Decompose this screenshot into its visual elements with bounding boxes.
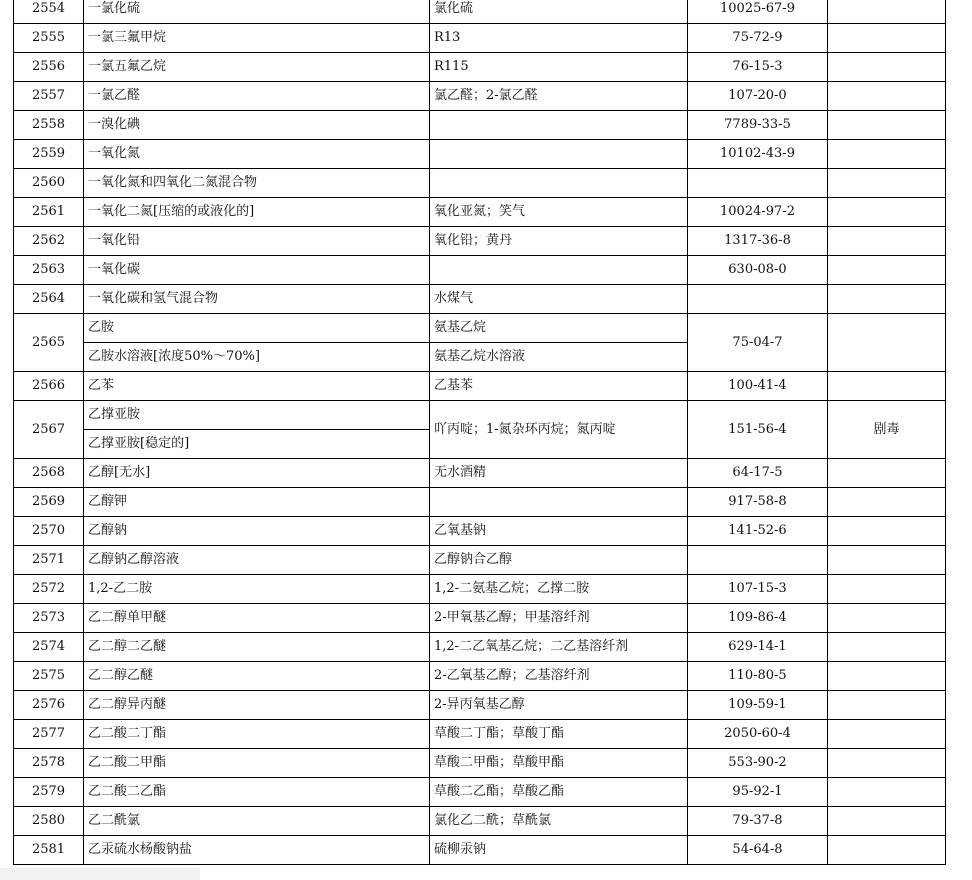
alias-cell <box>430 140 688 169</box>
cas-number-cell: 107-20-0 <box>688 82 828 111</box>
cas-number-cell: 75-04-7 <box>688 314 828 372</box>
cas-number-cell: 109-86-4 <box>688 604 828 633</box>
row-number-cell: 2554 <box>14 0 84 24</box>
row-number-cell: 2580 <box>14 807 84 836</box>
chemical-name-cell: 乙撑亚胺[稳定的] <box>84 430 430 459</box>
alias-cell: 乙氧基钠 <box>430 517 688 546</box>
note-cell <box>828 372 946 401</box>
note-cell <box>828 691 946 720</box>
cas-number-cell: 110-80-5 <box>688 662 828 691</box>
cas-number-cell: 10024-97-2 <box>688 198 828 227</box>
cas-number-cell: 109-59-1 <box>688 691 828 720</box>
cas-number-cell: 151-56-4 <box>688 401 828 459</box>
row-number-cell: 2581 <box>14 836 84 865</box>
table-row <box>14 749 946 778</box>
table-row <box>14 633 946 662</box>
chemical-name-cell: 乙二酰氯 <box>84 807 430 836</box>
row-number-cell: 2573 <box>14 604 84 633</box>
alias-cell: 草酸二甲酯；草酸甲酯 <box>430 749 688 778</box>
chemical-name-cell: 乙二醇乙醚 <box>84 662 430 691</box>
table-row <box>14 0 946 24</box>
row-number-cell: 2569 <box>14 488 84 517</box>
table-row <box>14 372 946 401</box>
chemical-name-cell: 一氯化硫 <box>84 0 430 24</box>
note-cell <box>828 169 946 198</box>
alias-cell: 乙基苯 <box>430 372 688 401</box>
table-row <box>14 82 946 111</box>
alias-cell: 氨基乙烷水溶液 <box>430 343 688 372</box>
table-row <box>14 111 946 140</box>
chemical-name-cell: 一氧化铅 <box>84 227 430 256</box>
note-cell <box>828 53 946 82</box>
bottom-scroll-strip <box>0 868 200 880</box>
table-row <box>14 807 946 836</box>
cas-number-cell: 79-37-8 <box>688 807 828 836</box>
note-cell <box>828 459 946 488</box>
table-row <box>14 24 946 53</box>
cas-number-cell: 10102-43-9 <box>688 140 828 169</box>
note-cell <box>828 807 946 836</box>
chemical-name-cell: 乙胺水溶液[浓度50%～70%] <box>84 343 430 372</box>
note-cell <box>828 662 946 691</box>
alias-cell: R115 <box>430 53 688 82</box>
table-row <box>14 575 946 604</box>
row-number-cell: 2574 <box>14 633 84 662</box>
cas-number-cell: 7789-33-5 <box>688 111 828 140</box>
cas-number-cell: 2050-60-4 <box>688 720 828 749</box>
table-row <box>14 459 946 488</box>
row-number-cell: 2565 <box>14 314 84 372</box>
chemical-name-cell: 乙二酸二乙酯 <box>84 778 430 807</box>
chemical-name-cell: 一氯乙醛 <box>84 82 430 111</box>
note-cell <box>828 604 946 633</box>
table-row <box>14 517 946 546</box>
table-row <box>14 546 946 575</box>
cas-number-cell <box>688 285 828 314</box>
row-number-cell: 2576 <box>14 691 84 720</box>
cas-number-cell: 1317-36-8 <box>688 227 828 256</box>
table-row <box>14 604 946 633</box>
note-cell <box>828 198 946 227</box>
cas-number-cell: 107-15-3 <box>688 575 828 604</box>
chemical-name-cell: 乙胺 <box>84 314 430 343</box>
chemical-name-cell: 一氧化二氮[压缩的或液化的] <box>84 198 430 227</box>
alias-cell <box>430 169 688 198</box>
row-number-cell: 2563 <box>14 256 84 285</box>
table-row <box>14 691 946 720</box>
alias-cell: 乙醇钠合乙醇 <box>430 546 688 575</box>
table-row <box>14 778 946 807</box>
note-cell <box>828 285 946 314</box>
cas-number-cell: 64-17-5 <box>688 459 828 488</box>
chemical-name-cell: 乙醇钠乙醇溶液 <box>84 546 430 575</box>
alias-cell <box>430 111 688 140</box>
alias-cell: 氯乙醛；2-氯乙醛 <box>430 82 688 111</box>
chemical-name-cell: 一溴化碘 <box>84 111 430 140</box>
note-cell <box>828 488 946 517</box>
chemical-name-cell: 乙苯 <box>84 372 430 401</box>
cas-number-cell: 629-14-1 <box>688 633 828 662</box>
cas-number-cell: 95-92-1 <box>688 778 828 807</box>
table-row <box>14 227 946 256</box>
cas-number-cell <box>688 169 828 198</box>
alias-cell: 氨基乙烷 <box>430 314 688 343</box>
note-cell <box>828 836 946 865</box>
alias-cell <box>430 256 688 285</box>
cas-number-cell: 553-90-2 <box>688 749 828 778</box>
chemical-name-cell: 一氧化碳 <box>84 256 430 285</box>
note-cell <box>828 111 946 140</box>
cas-number-cell: 100-41-4 <box>688 372 828 401</box>
note-cell <box>828 314 946 372</box>
chemical-name-cell: 1,2-乙二胺 <box>84 575 430 604</box>
note-cell <box>828 633 946 662</box>
table-row <box>14 662 946 691</box>
chemical-name-cell: 乙二酸二甲酯 <box>84 749 430 778</box>
row-number-cell: 2564 <box>14 285 84 314</box>
row-number-cell: 2577 <box>14 720 84 749</box>
alias-cell: 氯化乙二酰；草酰氯 <box>430 807 688 836</box>
row-number-cell: 2559 <box>14 140 84 169</box>
chemical-name-cell: 一氧化氮 <box>84 140 430 169</box>
table-row <box>14 836 946 865</box>
table-row <box>14 401 946 430</box>
note-cell <box>828 140 946 169</box>
row-number-cell: 2561 <box>14 198 84 227</box>
row-number-cell: 2575 <box>14 662 84 691</box>
chemical-name-cell: 乙二醇异丙醚 <box>84 691 430 720</box>
row-number-cell: 2572 <box>14 575 84 604</box>
note-cell <box>828 0 946 24</box>
cas-number-cell: 917-58-8 <box>688 488 828 517</box>
alias-cell: 1,2-二乙氧基乙烷；二乙基溶纤剂 <box>430 633 688 662</box>
cas-number-cell: 54-64-8 <box>688 836 828 865</box>
note-cell <box>828 749 946 778</box>
note-cell <box>828 575 946 604</box>
row-number-cell: 2578 <box>14 749 84 778</box>
row-number-cell: 2556 <box>14 53 84 82</box>
chemical-name-cell: 乙撑亚胺 <box>84 401 430 430</box>
row-number-cell: 2579 <box>14 778 84 807</box>
note-cell <box>828 227 946 256</box>
table-row <box>14 488 946 517</box>
table-body <box>14 0 946 865</box>
chemical-name-cell: 乙汞硫水杨酸钠盐 <box>84 836 430 865</box>
note-cell <box>828 546 946 575</box>
alias-cell: 氧化铅；黄丹 <box>430 227 688 256</box>
row-number-cell: 2571 <box>14 546 84 575</box>
chemical-name-cell: 一氧化碳和氢气混合物 <box>84 285 430 314</box>
chemical-name-cell: 一氯五氟乙烷 <box>84 53 430 82</box>
chemical-name-cell: 乙醇[无水] <box>84 459 430 488</box>
table-row <box>14 285 946 314</box>
note-cell <box>828 517 946 546</box>
row-number-cell: 2558 <box>14 111 84 140</box>
cas-number-cell: 10025-67-9 <box>688 0 828 24</box>
alias-cell: 水煤气 <box>430 285 688 314</box>
note-cell <box>828 720 946 749</box>
chemical-name-cell: 乙二醇单甲醚 <box>84 604 430 633</box>
note-cell <box>828 778 946 807</box>
row-number-cell: 2562 <box>14 227 84 256</box>
cas-number-cell <box>688 546 828 575</box>
note-cell <box>828 24 946 53</box>
alias-cell: 氯化硫 <box>430 0 688 24</box>
alias-cell: 吖丙啶；1-氮杂环丙烷；氮丙啶 <box>430 401 688 459</box>
table-row <box>14 720 946 749</box>
note-cell <box>828 256 946 285</box>
table-row <box>14 198 946 227</box>
row-number-cell: 2555 <box>14 24 84 53</box>
chemical-name-cell: 一氧化氮和四氧化二氮混合物 <box>84 169 430 198</box>
table-row <box>14 53 946 82</box>
alias-cell: 1,2-二氨基乙烷；乙撑二胺 <box>430 575 688 604</box>
row-number-cell: 2560 <box>14 169 84 198</box>
alias-cell: 2-甲氧基乙醇；甲基溶纤剂 <box>430 604 688 633</box>
alias-cell: 无水酒精 <box>430 459 688 488</box>
cas-number-cell: 141-52-6 <box>688 517 828 546</box>
alias-cell: 2-异丙氧基乙醇 <box>430 691 688 720</box>
alias-cell: 氧化亚氮；笑气 <box>430 198 688 227</box>
chemical-name-cell: 乙醇钾 <box>84 488 430 517</box>
alias-cell: 2-乙氧基乙醇；乙基溶纤剂 <box>430 662 688 691</box>
chemical-name-cell: 一氯三氟甲烷 <box>84 24 430 53</box>
table-row <box>14 140 946 169</box>
row-number-cell: 2570 <box>14 517 84 546</box>
alias-cell <box>430 488 688 517</box>
cas-number-cell: 76-15-3 <box>688 53 828 82</box>
chemical-name-cell: 乙二酸二丁酯 <box>84 720 430 749</box>
cas-number-cell: 630-08-0 <box>688 256 828 285</box>
note-cell: 剧毒 <box>828 401 946 459</box>
chemical-name-cell: 乙醇钠 <box>84 517 430 546</box>
alias-cell: R13 <box>430 24 688 53</box>
cas-number-cell: 75-72-9 <box>688 24 828 53</box>
chemical-name-cell: 乙二醇二乙醚 <box>84 633 430 662</box>
table-row <box>14 314 946 343</box>
hazardous-chemicals-table <box>13 0 946 865</box>
alias-cell: 草酸二丁酯；草酸丁酯 <box>430 720 688 749</box>
row-number-cell: 2568 <box>14 459 84 488</box>
row-number-cell: 2566 <box>14 372 84 401</box>
table-row <box>14 256 946 285</box>
table-row <box>14 169 946 198</box>
row-number-cell: 2567 <box>14 401 84 459</box>
note-cell <box>828 82 946 111</box>
alias-cell: 草酸二乙酯；草酸乙酯 <box>430 778 688 807</box>
alias-cell: 硫柳汞钠 <box>430 836 688 865</box>
row-number-cell: 2557 <box>14 82 84 111</box>
